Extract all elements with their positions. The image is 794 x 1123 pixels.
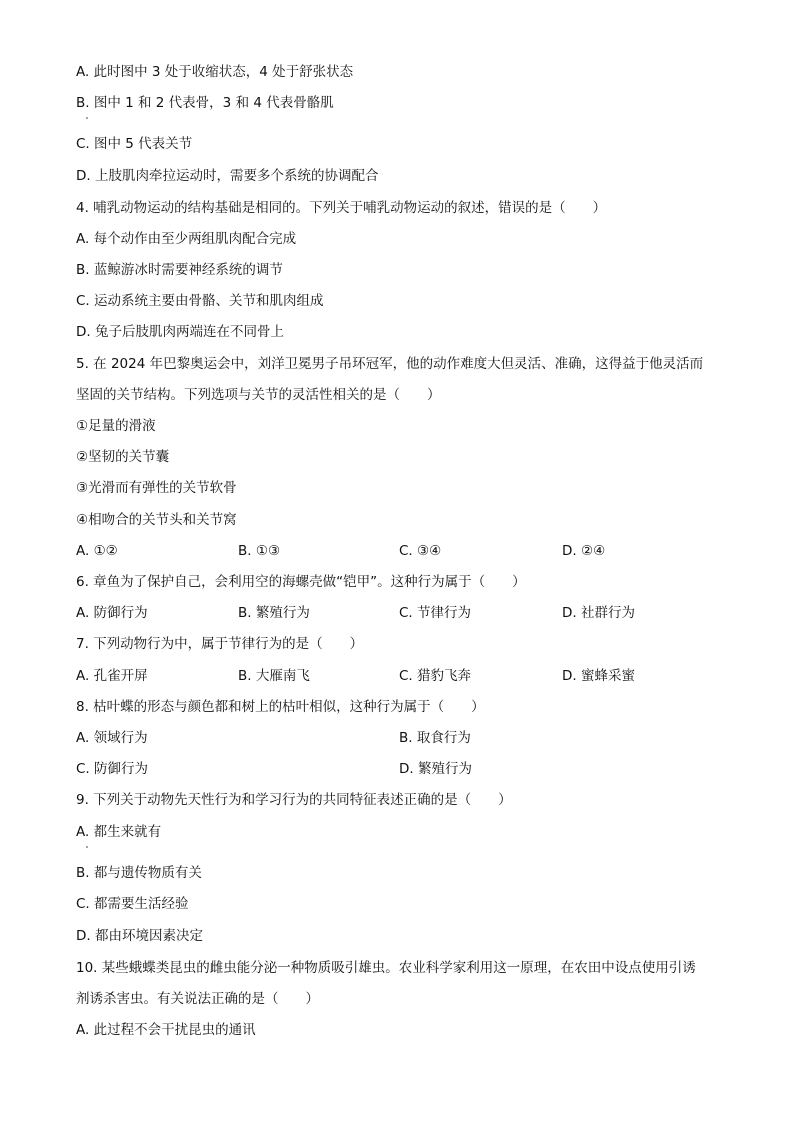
q6-option-a: A. 防御行为: [76, 605, 148, 621]
q8-option-b: B. 取食行为: [399, 730, 471, 746]
q3-option-c: C. 图中 5 代表关节: [76, 136, 193, 152]
q3-option-a: A. 此时图中 3 处于收缩状态，4 处于舒张状态: [76, 64, 354, 80]
q4-option-c: C. 运动系统主要由骨骼、关节和肌肉组成: [76, 293, 324, 309]
q5-option-b: B. ①③: [238, 543, 281, 559]
q7-option-c: C. 猎豹飞奔: [399, 668, 472, 684]
q5-option-a: A. ①②: [76, 543, 118, 559]
q7-option-d: D. 蜜蜂采蜜: [562, 668, 635, 684]
q4-option-a: A. 每个动作由至少两组肌肉配合完成: [76, 231, 297, 247]
q9-stem: 9. 下列关于动物先天性行为和学习行为的共同特征表述正确的是（ ）: [76, 792, 512, 808]
q6-stem: 6. 章鱼为了保护自己，会利用空的海螺壳做“铠甲”。这种行为属于（ ）: [76, 574, 526, 590]
q6-option-d: D. 社群行为: [562, 605, 635, 621]
q9-option-b: B. 都与遗传物质有关: [76, 865, 202, 881]
q10-stem-line1: 10. 某些蛾蝶类昆虫的雌虫能分泌一种物质吸引雄虫。农业科学家利用这一原理，在农田中设点使用引诱: [76, 960, 696, 976]
q3-option-b: B. 图中 1 和 2 代表骨，3 和 4 代表骨骼肌: [76, 95, 334, 111]
q4-stem: 4. 哺乳动物运动的结构基础是相同的。下列关于哺乳动物运动的叙述，错误的是（ ）: [76, 200, 607, 216]
q9-option-c: C. 都需要生活经验: [76, 896, 189, 912]
q10-stem-line2: 剂诱杀害虫。有关说法正确的是（ ）: [76, 991, 319, 1007]
q5-stem-line1: 5. 在 2024 年巴黎奥运会中，刘洋卫冕男子吊环冠军，他的动作难度大但灵活、准确，这得益于他灵活而: [76, 356, 704, 372]
q5-item-3: ③光滑而有弹性的关节软骨: [76, 480, 237, 496]
q5-option-c: C. ③④: [399, 543, 442, 559]
q6-option-c: C. 节律行为: [399, 605, 472, 621]
q5-item-1: ①足量的滑液: [76, 418, 156, 434]
q9-option-a: A. 都生来就有: [76, 824, 162, 840]
q10-option-a: A. 此过程不会干扰昆虫的通讯: [76, 1022, 256, 1038]
scan-speck: [86, 117, 88, 119]
q5-stem-line2: 坚固的关节结构。下列选项与关节的灵活性相关的是（ ）: [76, 387, 441, 403]
q5-option-d: D. ②④: [562, 543, 606, 559]
q3-option-d: D. 上肢肌肉牵拉运动时，需要多个系统的协调配合: [76, 168, 379, 184]
q5-item-2: ②坚韧的关节囊: [76, 449, 170, 465]
q8-option-c: C. 防御行为: [76, 761, 149, 777]
q8-stem: 8. 枯叶蝶的形态与颜色都和树上的枯叶相似，这种行为属于（ ）: [76, 699, 485, 715]
q6-option-b: B. 繁殖行为: [238, 605, 310, 621]
q9-option-d: D. 都由环境因素决定: [76, 928, 203, 944]
q7-stem: 7. 下列动物行为中，属于节律行为的是（ ）: [76, 636, 364, 652]
q8-option-a: A. 领域行为: [76, 730, 148, 746]
q7-option-a: A. 孔雀开屏: [76, 668, 148, 684]
q5-item-4: ④相吻合的关节头和关节窝: [76, 512, 237, 528]
q4-option-d: D. 兔子后肢肌肉两端连在不同骨上: [76, 324, 284, 340]
scan-speck: [86, 846, 88, 848]
q7-option-b: B. 大雁南飞: [238, 668, 310, 684]
q8-option-d: D. 繁殖行为: [399, 761, 472, 777]
q4-option-b: B. 蓝鲸游冰时需要神经系统的调节: [76, 262, 283, 278]
